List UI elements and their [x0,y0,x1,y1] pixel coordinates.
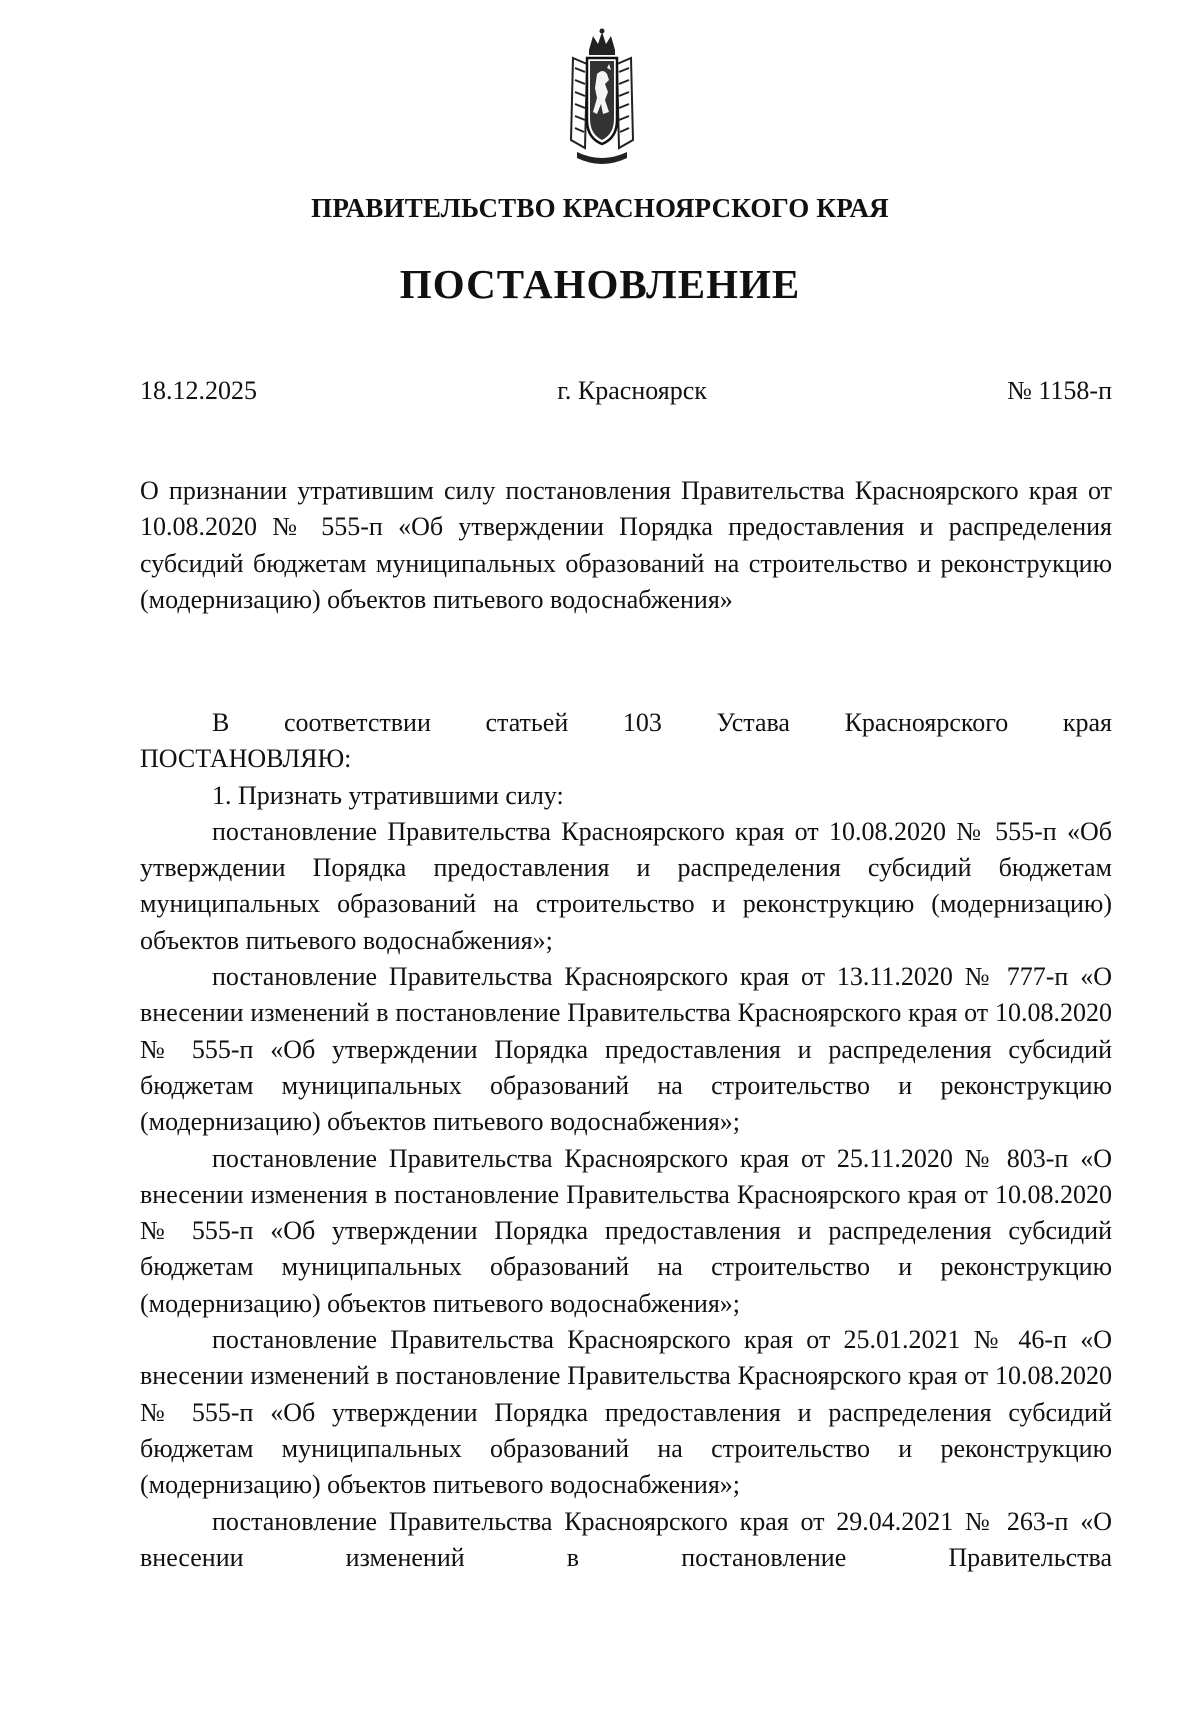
document-date: 18.12.2025 [140,376,257,405]
document-meta-row [140,376,1112,406]
repealed-item: постановление Правительства Красноярского края от 13.11.2020 № 777-п «О внесении изменений в постановление Правительства Красноярского края от 10.08.2020 № 555-п «Об утверждении Порядка предоставления и распределения субсидий бюджетам муниципальных образований на строительство и реконструкцию (модернизацию) объектов питьевого водоснабжения»; [140,962,1112,1137]
document-type-title: ПОСТАНОВЛЕНИЕ [399,261,801,307]
repealed-item: постановление Правительства Красноярского края от 25.11.2020 № 803-п «О внесении изменения в постановление Правительства Красноярского края от 10.08.2020 № 555-п «Об утверждении Порядка предоставления и распределения субсидий бюджетам муниципальных образований на строительство и реконструкцию (модернизацию) объектов питьевого водоснабжения»; [140,1143,1112,1318]
document-subject: О признании утратившим силу постановления Правительства Красноярского края от 10.08.2020 № 555-п «Об утверждении Порядка предоставления и распределения субсидий бюджетам муниципальных образований на строительство и реконструкцию (модернизацию) объектов питьевого водоснабжения» [140,476,1112,614]
krasnoyarsk-coat-of-arms-icon [567,28,637,170]
document-body [140,705,1112,1576]
repealed-item: постановление Правительства Красноярского края от 29.04.2021 № 263-п «О внесении изменений в постановление Правительства [140,1506,1112,1572]
repealed-item: постановление Правительства Красноярского края от 10.08.2020 № 555-п «Об утверждении Порядка предоставления и распределения субсидий бюджетам муниципальных образований на строительство и реконструкцию (модернизацию) объектов питьевого водоснабжения»; [140,816,1112,955]
organization-title: ПРАВИТЕЛЬСТВО КРАСНОЯРСКОГО КРАЯ [311,193,889,223]
repealed-item: постановление Правительства Красноярского края от 25.01.2021 № 46-п «О внесении изменений в постановление Правительства Красноярского края от 10.08.2020 № 555-п «Об утверждении Порядка предоставления и распределения субсидий бюджетам муниципальных образований на строительство и реконструкцию (модернизацию) объектов питьевого водоснабжения»; [140,1325,1112,1500]
point-1-paragraph: 1. Признать утратившими силу: [212,780,564,810]
resolve-paragraph: ПОСТАНОВЛЯЮ: [140,744,352,774]
preamble-paragraph: В соответствии статьей 103 Устава Красноярского края [212,708,1112,737]
document-number: № 1158-п [1007,376,1112,405]
document-city: г. Красноярск [557,376,707,405]
